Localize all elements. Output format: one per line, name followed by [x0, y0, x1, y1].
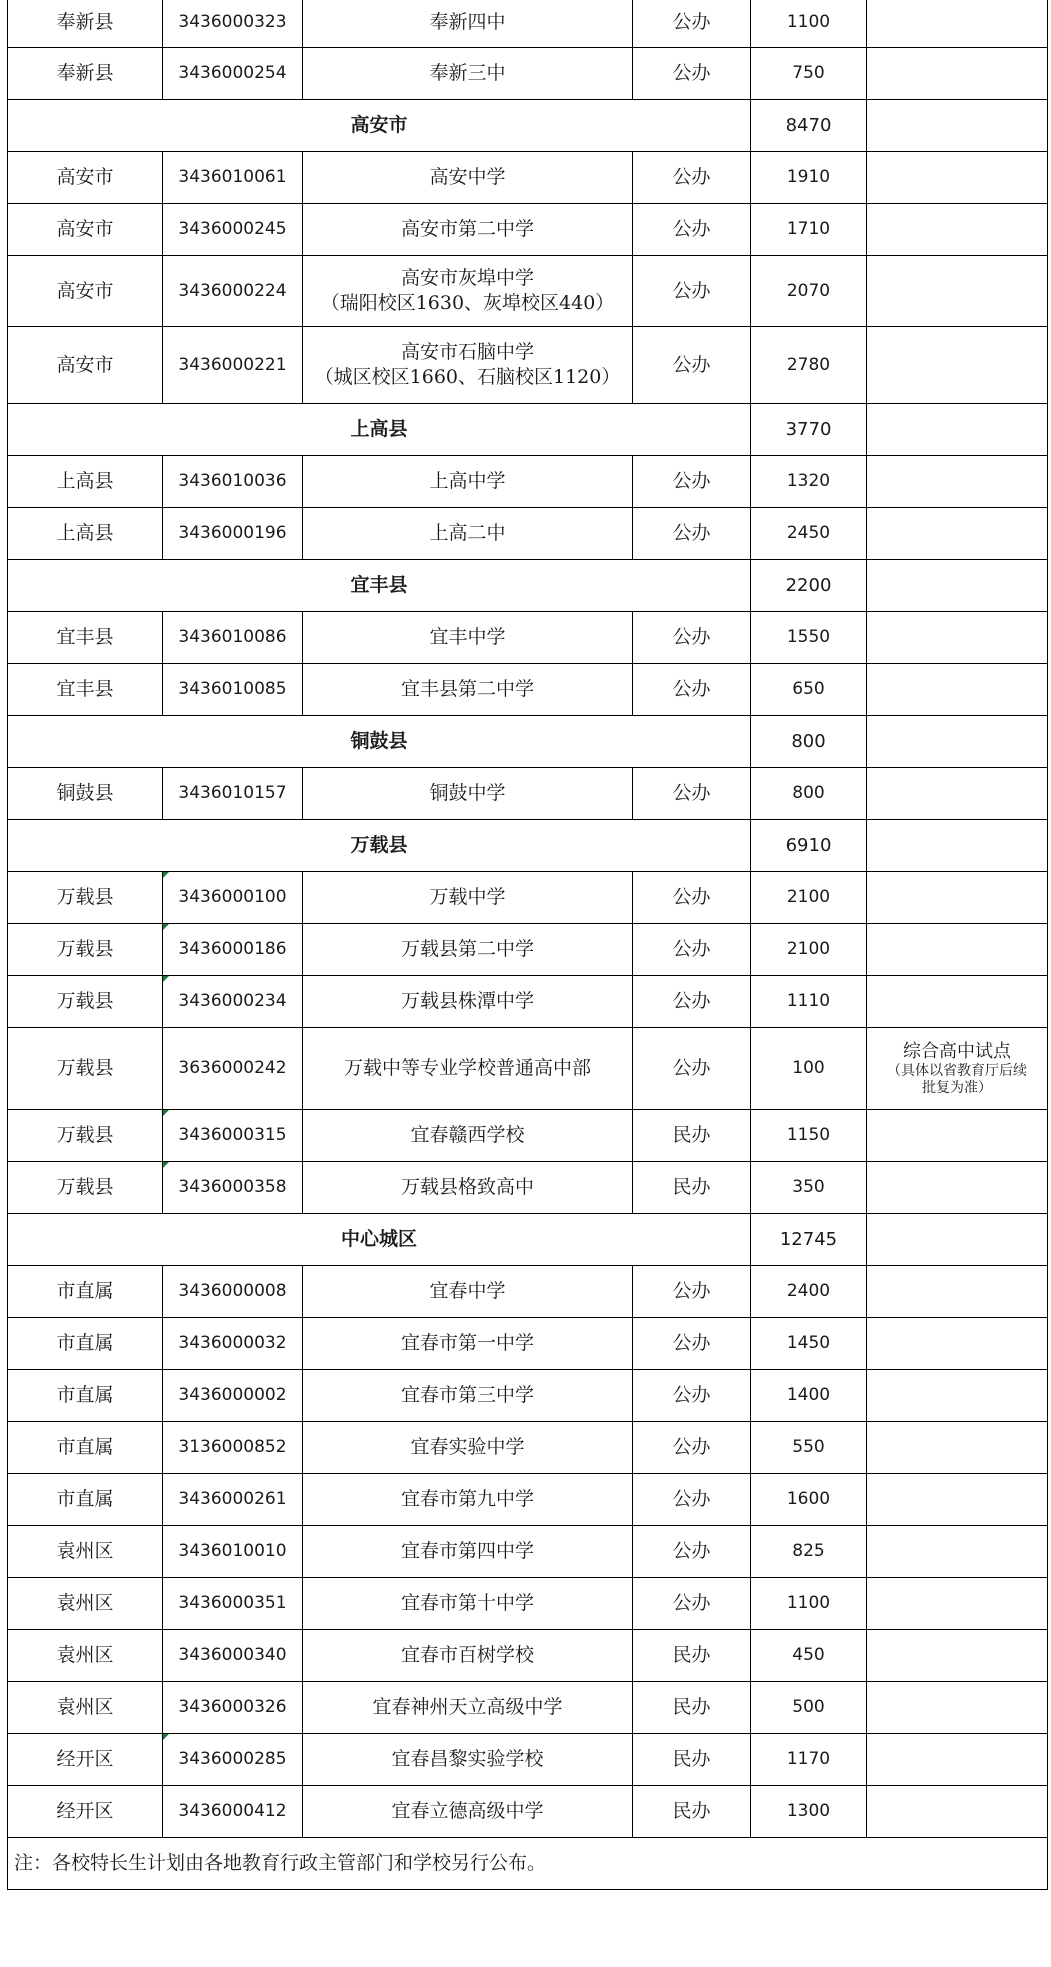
- school-code-cell: [163, 48, 303, 100]
- school-code: 3436000186: [178, 939, 287, 959]
- school-name: 宜丰中学: [429, 626, 506, 648]
- school-name-cell: [303, 768, 633, 820]
- school-code: 3436000323: [178, 12, 287, 32]
- school-code: 3636000242: [178, 1058, 287, 1078]
- remark-cell: [867, 1028, 1048, 1110]
- group-row: [8, 820, 1048, 872]
- plan-count-cell: 2070: [751, 256, 867, 327]
- school-code: 3136000852: [178, 1437, 287, 1457]
- remark-cell: [867, 1318, 1048, 1370]
- cell-comment-marker-icon: [163, 976, 169, 982]
- school-name-cell: [303, 204, 633, 256]
- school-code: 3436000326: [178, 1697, 287, 1717]
- school-code: 3436000196: [178, 523, 287, 543]
- group-label: 高安市: [8, 100, 751, 152]
- plan-count-cell: 550: [751, 1422, 867, 1474]
- school-name: 上高中学: [429, 470, 506, 492]
- group-plan-total: 8470: [751, 100, 867, 152]
- plan-count-cell: 1910: [751, 152, 867, 204]
- school-code: 3436000032: [178, 1333, 287, 1353]
- school-name: 万载县格致高中: [400, 1176, 534, 1198]
- plan-count-cell: 2780: [751, 327, 867, 404]
- school-name: 奉新三中: [429, 62, 506, 84]
- cell-comment-marker-icon: [163, 1110, 169, 1116]
- county-cell: 上高县: [8, 456, 163, 508]
- school-nature-cell: 公办: [633, 456, 751, 508]
- plan-count-cell: 1400: [751, 1370, 867, 1422]
- county-cell: 宜丰县: [8, 664, 163, 716]
- school-name: 万载县第二中学: [400, 938, 534, 960]
- school-nature-cell: 公办: [633, 48, 751, 100]
- school-name-cell: [303, 976, 633, 1028]
- table-row: [8, 612, 1048, 664]
- remark-cell: [867, 327, 1048, 404]
- county-cell: 袁州区: [8, 1630, 163, 1682]
- school-code: 3436000008: [178, 1281, 287, 1301]
- table-row: [8, 1110, 1048, 1162]
- school-code-cell: [163, 1526, 303, 1578]
- table-row: [8, 0, 1048, 48]
- table-row: [8, 768, 1048, 820]
- school-code-cell: [163, 256, 303, 327]
- school-nature-cell: 公办: [633, 872, 751, 924]
- school-code-cell: [163, 1786, 303, 1838]
- table-row: [8, 152, 1048, 204]
- school-name-cell: [303, 872, 633, 924]
- plan-count-cell: 1170: [751, 1734, 867, 1786]
- school-name-cell: [303, 612, 633, 664]
- table-row: [8, 204, 1048, 256]
- remark-cell: [867, 612, 1048, 664]
- remark-cell: [867, 716, 1048, 768]
- school-code-cell: [163, 664, 303, 716]
- school-code-cell: [163, 976, 303, 1028]
- school-name: 万载中学: [429, 886, 506, 908]
- remark-cell: [867, 976, 1048, 1028]
- county-cell: 万载县: [8, 872, 163, 924]
- remark-cell: [867, 1266, 1048, 1318]
- school-code-cell: [163, 768, 303, 820]
- school-nature-cell: 公办: [633, 612, 751, 664]
- county-cell: 经开区: [8, 1734, 163, 1786]
- plan-count-cell: 450: [751, 1630, 867, 1682]
- school-code: 3436010061: [178, 167, 287, 187]
- school-nature-cell: 民办: [633, 1162, 751, 1214]
- remark-cell: [867, 0, 1048, 48]
- school-name-cell: [303, 1028, 633, 1110]
- school-code-cell: [163, 204, 303, 256]
- remark-cell: [867, 256, 1048, 327]
- plan-count-cell: 800: [751, 768, 867, 820]
- school-code-cell: [163, 1578, 303, 1630]
- county-cell: 万载县: [8, 1028, 163, 1110]
- school-name: 宜春市第十中学: [400, 1592, 534, 1614]
- school-name: 宜春市百树学校: [400, 1644, 534, 1666]
- school-nature-cell: 公办: [633, 664, 751, 716]
- remark-cell: [867, 1214, 1048, 1266]
- school-name: 高安市灰埠中学: [400, 267, 534, 289]
- remark-cell: [867, 820, 1048, 872]
- table-row: [8, 1162, 1048, 1214]
- group-plan-total: 2200: [751, 560, 867, 612]
- county-cell: 市直属: [8, 1266, 163, 1318]
- school-name: 万载中等专业学校普通高中部: [343, 1057, 591, 1079]
- table-row: [8, 508, 1048, 560]
- remark-cell: [867, 508, 1048, 560]
- school-name-cell: [303, 1318, 633, 1370]
- school-nature-cell: 公办: [633, 1266, 751, 1318]
- table-row: [8, 1578, 1048, 1630]
- school-name-cell: [303, 1734, 633, 1786]
- plan-count-cell: 2450: [751, 508, 867, 560]
- school-campus-detail: （城区校区1660、石脑校区1120）: [314, 366, 621, 388]
- county-cell: 高安市: [8, 152, 163, 204]
- footnote-text: 注：各校特长生计划由各地教育行政主管部门和学校另行公布。: [8, 1838, 1048, 1890]
- school-name-cell: [303, 0, 633, 48]
- group-plan-total: 12745: [751, 1214, 867, 1266]
- school-name-cell: [303, 1422, 633, 1474]
- table-row: [8, 976, 1048, 1028]
- remark-cell: [867, 1162, 1048, 1214]
- school-name-cell: [303, 924, 633, 976]
- table-row: [8, 327, 1048, 404]
- school-name: 铜鼓中学: [429, 782, 506, 804]
- school-code: 3436010157: [178, 783, 287, 803]
- school-code-cell: [163, 1162, 303, 1214]
- remark-cell: [867, 1422, 1048, 1474]
- school-code: 3436000285: [178, 1749, 287, 1769]
- county-cell: 万载县: [8, 976, 163, 1028]
- school-name: 宜春市第四中学: [400, 1540, 534, 1562]
- school-name-cell: [303, 1682, 633, 1734]
- group-label: 上高县: [8, 404, 751, 456]
- table-row: [8, 872, 1048, 924]
- group-label: 铜鼓县: [8, 716, 751, 768]
- school-name-cell: [303, 327, 633, 404]
- school-code-cell: [163, 924, 303, 976]
- table-row: [8, 1474, 1048, 1526]
- county-cell: 高安市: [8, 256, 163, 327]
- school-name: 宜丰县第二中学: [400, 678, 534, 700]
- remark-cell: [867, 664, 1048, 716]
- group-plan-total: 800: [751, 716, 867, 768]
- table-row: [8, 48, 1048, 100]
- table-row: [8, 1370, 1048, 1422]
- school-name-cell: [303, 1474, 633, 1526]
- school-code: 3436000340: [178, 1645, 287, 1665]
- plan-count-cell: 1300: [751, 1786, 867, 1838]
- school-name-cell: [303, 48, 633, 100]
- table-row: [8, 1266, 1048, 1318]
- school-code: 3436000261: [178, 1489, 287, 1509]
- school-code-cell: [163, 508, 303, 560]
- school-code-cell: [163, 1630, 303, 1682]
- table-row: [8, 1786, 1048, 1838]
- school-name: 万载县株潭中学: [400, 990, 534, 1012]
- county-cell: 市直属: [8, 1370, 163, 1422]
- school-name-cell: [303, 664, 633, 716]
- remark-cell: [867, 48, 1048, 100]
- county-cell: 袁州区: [8, 1682, 163, 1734]
- school-name-cell: [303, 508, 633, 560]
- school-code-cell: [163, 1110, 303, 1162]
- school-code-cell: [163, 872, 303, 924]
- school-name: 上高二中: [429, 522, 506, 544]
- school-name: 高安中学: [429, 166, 506, 188]
- school-code-cell: [163, 1266, 303, 1318]
- group-row: [8, 404, 1048, 456]
- cell-comment-marker-icon: [163, 1162, 169, 1168]
- school-name-cell: [303, 1370, 633, 1422]
- plan-count-cell: 1450: [751, 1318, 867, 1370]
- school-code: 3436010085: [178, 679, 287, 699]
- plan-count-cell: 2100: [751, 872, 867, 924]
- county-cell: 万载县: [8, 924, 163, 976]
- school-nature-cell: 民办: [633, 1734, 751, 1786]
- enrollment-plan-table: [7, 0, 1048, 1890]
- school-name: 宜春市第一中学: [400, 1332, 534, 1354]
- group-row: [8, 716, 1048, 768]
- county-cell: 市直属: [8, 1474, 163, 1526]
- remark-detail: （具体以省教育厅后续: [887, 1062, 1027, 1079]
- school-nature-cell: 公办: [633, 0, 751, 48]
- school-code: 3436010010: [178, 1541, 287, 1561]
- school-name: 宜春昌黎实验学校: [391, 1748, 544, 1770]
- school-nature-cell: 公办: [633, 1578, 751, 1630]
- county-cell: 市直属: [8, 1318, 163, 1370]
- school-name-cell: [303, 152, 633, 204]
- school-name: 宜春赣西学校: [410, 1124, 525, 1146]
- remark-cell: [867, 1370, 1048, 1422]
- school-name-cell: [303, 1162, 633, 1214]
- school-name-cell: [303, 1110, 633, 1162]
- group-label: 中心城区: [8, 1214, 751, 1266]
- county-cell: 高安市: [8, 327, 163, 404]
- school-code-cell: [163, 1474, 303, 1526]
- school-code: 3436000100: [178, 887, 287, 907]
- county-cell: 奉新县: [8, 48, 163, 100]
- school-code-cell: [163, 1028, 303, 1110]
- remark-cell: [867, 1734, 1048, 1786]
- school-name-cell: [303, 1630, 633, 1682]
- school-nature-cell: 公办: [633, 976, 751, 1028]
- school-code-cell: [163, 1422, 303, 1474]
- school-name: 奉新四中: [429, 11, 506, 33]
- county-cell: 袁州区: [8, 1578, 163, 1630]
- school-code-cell: [163, 456, 303, 508]
- school-nature-cell: 民办: [633, 1630, 751, 1682]
- county-cell: 上高县: [8, 508, 163, 560]
- plan-count-cell: 1100: [751, 0, 867, 48]
- remark-cell: [867, 1682, 1048, 1734]
- school-nature-cell: 公办: [633, 1370, 751, 1422]
- remark-cell: [867, 1110, 1048, 1162]
- plan-count-cell: 2400: [751, 1266, 867, 1318]
- remark-cell: [867, 1578, 1048, 1630]
- remark-title: 综合高中试点: [903, 1040, 1011, 1062]
- footnote-row: [8, 1838, 1048, 1890]
- school-name: 高安市第二中学: [400, 218, 534, 240]
- school-nature-cell: 公办: [633, 1318, 751, 1370]
- group-plan-total: 3770: [751, 404, 867, 456]
- school-name: 宜春神州天立高级中学: [372, 1696, 563, 1718]
- remark-cell: [867, 1474, 1048, 1526]
- school-code: 3436000002: [178, 1385, 287, 1405]
- table-row: [8, 1630, 1048, 1682]
- county-cell: 万载县: [8, 1110, 163, 1162]
- table-row: [8, 1734, 1048, 1786]
- plan-count-cell: 825: [751, 1526, 867, 1578]
- school-name: 宜春市第九中学: [400, 1488, 534, 1510]
- remark-cell: [867, 404, 1048, 456]
- school-code-cell: [163, 0, 303, 48]
- table-row: [8, 1682, 1048, 1734]
- school-nature-cell: 民办: [633, 1682, 751, 1734]
- school-campus-detail: （瑞阳校区1630、灰埠校区440）: [320, 292, 615, 314]
- school-code: 3436010086: [178, 627, 287, 647]
- table-row: [8, 456, 1048, 508]
- school-name-cell: [303, 1786, 633, 1838]
- school-name: 宜春市第三中学: [400, 1384, 534, 1406]
- remark-cell: [867, 1526, 1048, 1578]
- plan-count-cell: 350: [751, 1162, 867, 1214]
- plan-count-cell: 500: [751, 1682, 867, 1734]
- school-name-cell: [303, 1266, 633, 1318]
- plan-count-cell: 1320: [751, 456, 867, 508]
- plan-count-cell: 750: [751, 48, 867, 100]
- school-code-cell: [163, 612, 303, 664]
- remark-cell: [867, 456, 1048, 508]
- cell-comment-marker-icon: [163, 1734, 169, 1740]
- school-code: 3436000254: [178, 63, 287, 83]
- remark-cell: [867, 100, 1048, 152]
- school-code: 3436000351: [178, 1593, 287, 1613]
- school-nature-cell: 民办: [633, 1786, 751, 1838]
- school-code: 3436000358: [178, 1177, 287, 1197]
- school-name-cell: [303, 256, 633, 327]
- plan-count-cell: 1600: [751, 1474, 867, 1526]
- cell-comment-marker-icon: [163, 872, 169, 878]
- county-cell: 铜鼓县: [8, 768, 163, 820]
- table-row: [8, 1422, 1048, 1474]
- school-code: 3436000221: [178, 354, 287, 375]
- school-nature-cell: 民办: [633, 1110, 751, 1162]
- school-code: 3436000224: [178, 280, 287, 301]
- school-code: 3436000234: [178, 991, 287, 1011]
- plan-count-cell: 650: [751, 664, 867, 716]
- county-cell: 经开区: [8, 1786, 163, 1838]
- plan-count-cell: 1150: [751, 1110, 867, 1162]
- county-cell: 高安市: [8, 204, 163, 256]
- county-cell: 宜丰县: [8, 612, 163, 664]
- remark-cell: [867, 768, 1048, 820]
- remark-cell: [867, 152, 1048, 204]
- school-nature-cell: 公办: [633, 508, 751, 560]
- school-nature-cell: 公办: [633, 1526, 751, 1578]
- table-row: [8, 256, 1048, 327]
- remark-cell: [867, 924, 1048, 976]
- school-name: 高安市石脑中学: [400, 341, 534, 363]
- remark-cell: [867, 872, 1048, 924]
- school-name: 宜春实验中学: [410, 1436, 525, 1458]
- table-row: [8, 1318, 1048, 1370]
- school-name: 宜春中学: [429, 1280, 506, 1302]
- school-name-cell: [303, 1526, 633, 1578]
- school-nature-cell: 公办: [633, 256, 751, 327]
- remark-cell: [867, 1786, 1048, 1838]
- group-row: [8, 1214, 1048, 1266]
- group-plan-total: 6910: [751, 820, 867, 872]
- school-nature-cell: 公办: [633, 1474, 751, 1526]
- remark-cell: [867, 1630, 1048, 1682]
- table-row: [8, 1526, 1048, 1578]
- county-cell: 袁州区: [8, 1526, 163, 1578]
- school-name: 宜春立德高级中学: [391, 1800, 544, 1822]
- school-code: 3436010036: [178, 471, 287, 491]
- school-nature-cell: 公办: [633, 152, 751, 204]
- plan-count-cell: 1110: [751, 976, 867, 1028]
- cell-comment-marker-icon: [163, 924, 169, 930]
- table-row: [8, 924, 1048, 976]
- plan-count-cell: 1550: [751, 612, 867, 664]
- school-nature-cell: 公办: [633, 1028, 751, 1110]
- group-row: [8, 560, 1048, 612]
- school-nature-cell: 公办: [633, 1422, 751, 1474]
- school-code-cell: [163, 1734, 303, 1786]
- table-body: [8, 0, 1048, 1890]
- county-cell: 奉新县: [8, 0, 163, 48]
- school-code: 3436000412: [178, 1801, 287, 1821]
- school-code-cell: [163, 1370, 303, 1422]
- school-nature-cell: 公办: [633, 768, 751, 820]
- group-row: [8, 100, 1048, 152]
- group-label: 宜丰县: [8, 560, 751, 612]
- school-code-cell: [163, 152, 303, 204]
- remark-detail: 批复为准）: [922, 1079, 992, 1096]
- school-nature-cell: 公办: [633, 204, 751, 256]
- school-code-cell: [163, 327, 303, 404]
- school-name-cell: [303, 1578, 633, 1630]
- school-code-cell: [163, 1682, 303, 1734]
- school-nature-cell: 公办: [633, 924, 751, 976]
- school-name-cell: [303, 456, 633, 508]
- school-code: 3436000245: [178, 219, 287, 239]
- county-cell: 万载县: [8, 1162, 163, 1214]
- county-cell: 市直属: [8, 1422, 163, 1474]
- school-nature-cell: 公办: [633, 327, 751, 404]
- group-label: 万载县: [8, 820, 751, 872]
- plan-count-cell: 2100: [751, 924, 867, 976]
- plan-count-cell: 1100: [751, 1578, 867, 1630]
- school-code-cell: [163, 1318, 303, 1370]
- table-row: [8, 664, 1048, 716]
- table-row: [8, 1028, 1048, 1110]
- remark-cell: [867, 560, 1048, 612]
- remark-cell: [867, 204, 1048, 256]
- plan-count-cell: 100: [751, 1028, 867, 1110]
- school-code: 3436000315: [178, 1125, 287, 1145]
- plan-count-cell: 1710: [751, 204, 867, 256]
